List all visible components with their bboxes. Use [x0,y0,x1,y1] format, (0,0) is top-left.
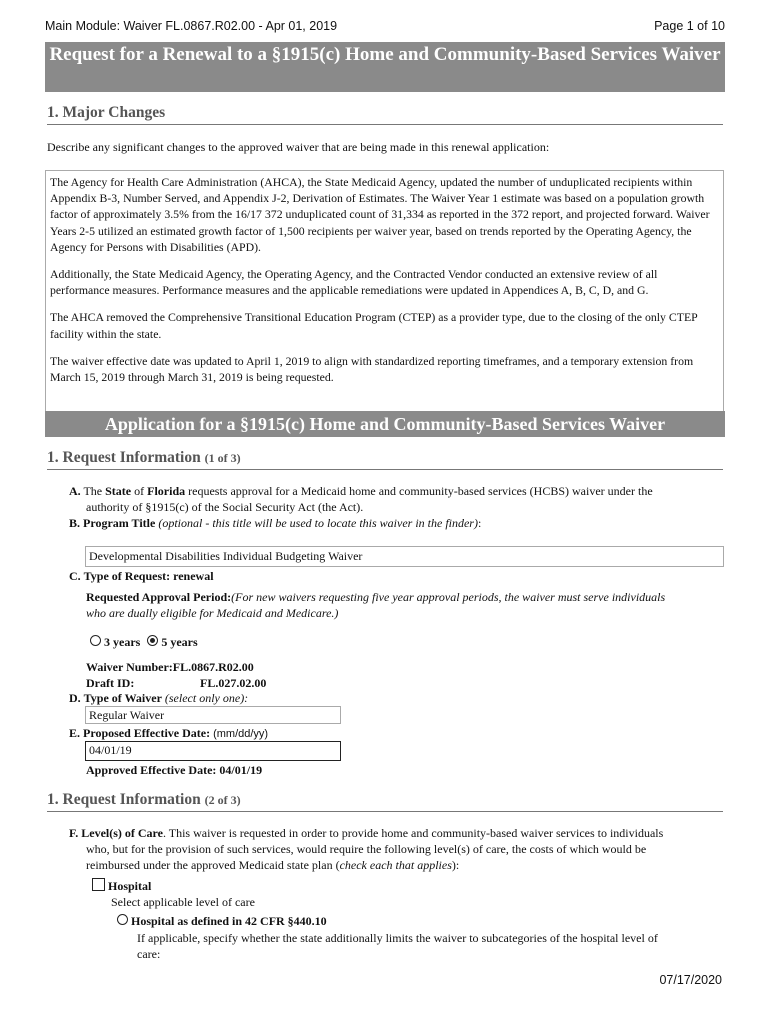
item-b: B. Program Title (optional - this title will be used to locate this waiver in the finder): [69,516,482,530]
hospital-definition-label: Hospital as defined in 42 CFR §440.10 [131,914,327,928]
paragraph: Additionally, the State Medicaid Agency, the Operating Agency, and the Contracted Vendor conducted an extensive review of all performance measures. Performance measures and the applicable remediations were updated in Appendices A, B, C, D, and G. [50,267,658,298]
approval-period-line1: Requested Approval Period:(For new waivers requesting five year approval periods, the waiver must serve individuals [86,590,666,604]
paragraph: The waiver effective date was updated to April 1, 2019 to align with standardized reporting timeframes, and a temporary extension from March 15, 2019 through March 31, 2019 is being requested. [50,353,694,385]
hospital-checkbox[interactable] [92,878,105,891]
hospital-option [92,878,151,894]
paragraph: The AHCA removed the Comprehensive Transitional Education Program (CTEP) as a provider type, due to the closing of the only CTEP facility within the state. [50,310,698,341]
select-level-label: Select applicable level of care [111,895,255,909]
section-subtitle: (1 of 3) [204,451,241,465]
application-banner: Application for a §1915(c) Home and Community-Based Services Waiver [45,411,725,437]
footer-date: 07/17/2020 [659,973,722,987]
program-title-input[interactable]: Developmental Disabilities Individual Budgeting Waiver [85,546,724,567]
hospital-definition-option [117,913,327,929]
waiver-number: Waiver Number:FL.0867.R02.00 [86,660,254,674]
draft-id-value: FL.027.02.00 [200,676,267,690]
paragraph: The Agency for Health Care Administration (AHCA), the State Medicaid Agency, updated the number of unduplicated recipients within Appendix B-3, Number Served, and Appendix J-2, Derivation of Estimates. The Waiver Year 1 estimate was based on a population growth factor of approximately 3.5% from the 16/17 372 unduplicated count of 31,334 as reported in the 372 report, and projected forward. Waiver Years 2-5 utilized an estimated growth factor of 1,500 recipients per waiver year, based on trends reported by the Operating Agency, the Agency for Persons with Disabilities (APD). [50,175,710,254]
major-changes-textarea[interactable] [45,170,724,411]
section-major-changes [47,104,723,125]
section-subtitle: (2 of 3) [204,793,241,807]
section-title: 1. Request Information [47,791,201,808]
section-request-info-2 [47,791,723,812]
item-f-line3: reimbursed under the approved Medicaid state plan (check each that applies): [86,858,460,872]
section-title: 1. Major Changes [47,104,166,121]
item-a: A. The State of Florida requests approval for a Medicaid home and community-based services (HCBS) waiver under the [69,484,653,498]
waiver-type-select[interactable]: Regular Waiver [85,706,341,724]
option-3-years-label: 3 years [104,635,141,649]
item-a-line2: authority of §1915(c) of the Social Security Act (the Act). [86,500,364,514]
option-5-years-label: 5 years [161,635,198,649]
major-changes-prompt: Describe any significant changes to the approved waiver that are being made in this renewal application: [47,140,550,154]
hospital-label: Hospital [108,879,152,893]
hospital-definition-radio[interactable] [117,914,128,925]
draft-id-label: Draft ID: [86,676,135,690]
if-applicable-line1: If applicable, specify whether the state additionally limits the waiver to subcategories of the hospital level of [137,931,658,945]
approval-period-line2: who are dually eligible for Medicaid and Medicare.) [86,606,339,620]
item-d: D. Type of Waiver (select only one): [69,691,249,705]
approval-period-options [90,634,198,650]
effective-date-input[interactable]: 04/01/19 [85,741,341,761]
renewal-banner: Request for a Renewal to a §1915(c) Home and Community-Based Services Waiver [45,42,725,92]
page-header [45,19,725,33]
section-request-info-1 [47,449,723,470]
page-number: Page 1 of 10 [654,19,725,33]
approved-effective-date: Approved Effective Date: 04/01/19 [86,763,263,777]
radio-5-years[interactable] [147,635,158,646]
item-f: F. Level(s) of Care. This waiver is requested in order to provide home and community-based waiver services to individuals [69,826,664,840]
item-e: E. Proposed Effective Date: (mm/dd/yy) [69,726,269,740]
item-c: C. Type of Request: renewal [69,569,214,583]
if-applicable-line2: care: [137,947,161,961]
radio-3-years[interactable] [90,635,101,646]
section-title: 1. Request Information [47,449,201,466]
module-title: Main Module: Waiver FL.0867.R02.00 - Apr 01, 2019 [45,19,338,33]
item-f-line2: who, but for the provision of such services, would require the following level(s) of care, the costs of which would be [86,842,647,856]
